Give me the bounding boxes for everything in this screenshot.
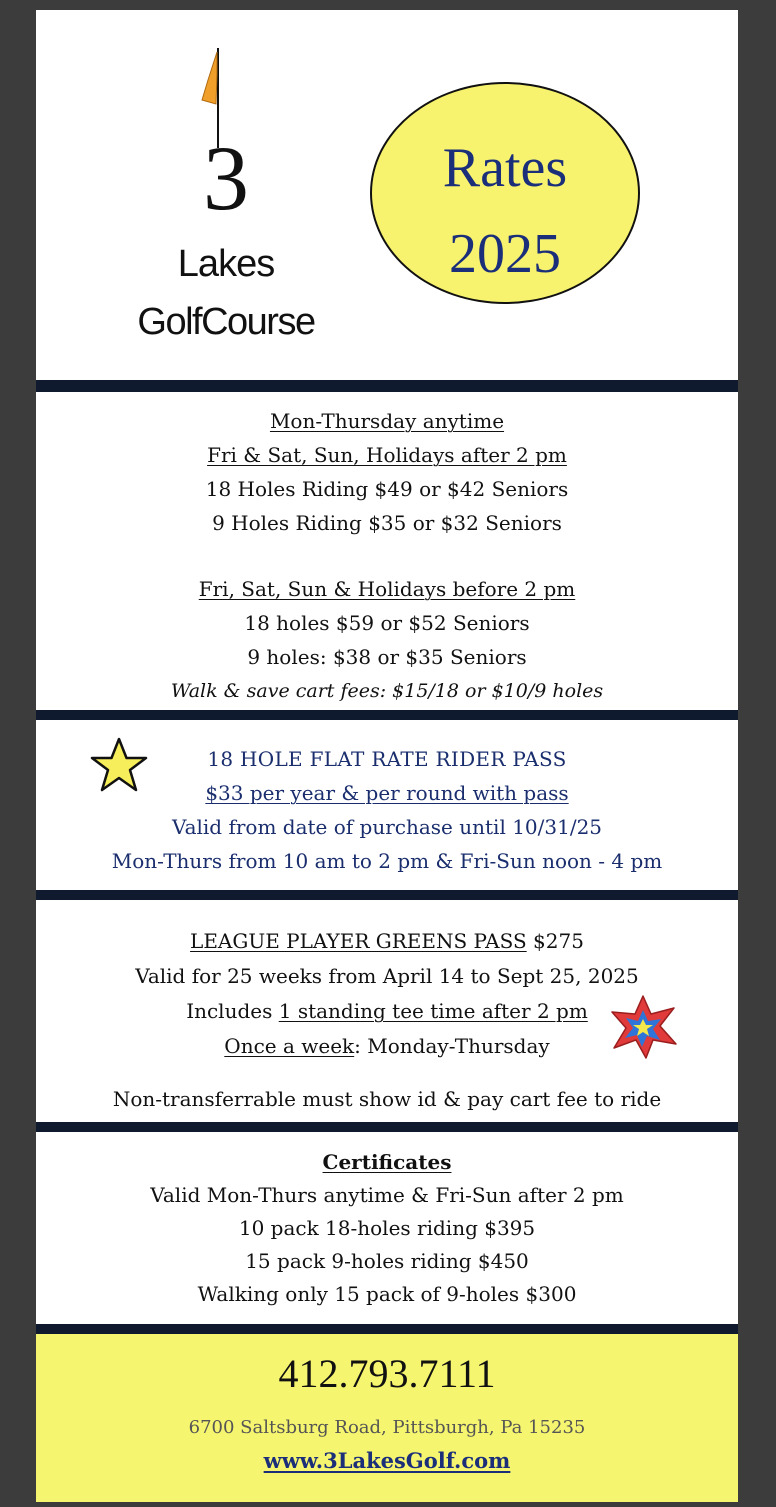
weekend-afternoon-heading: Fri & Sat, Sun, Holidays after 2 pm	[207, 443, 567, 467]
certificates-18-holes: 10 pack 18-holes riding $395	[238, 1216, 536, 1240]
league-pass-price: $275	[533, 929, 584, 953]
logo-golf-course: GolfCourse	[137, 301, 315, 343]
weekend-rates-section	[36, 572, 738, 708]
logo-number: 3	[203, 127, 249, 229]
weekend-18-holes: 18 holes $59 or $52 Seniors	[244, 611, 530, 635]
logo-lakes: Lakes	[177, 243, 275, 285]
weekday-heading: Mon-Thursday anytime	[269, 409, 505, 433]
weekend-morning-heading: Fri, Sat, Sun & Holidays before 2 pm	[198, 577, 576, 601]
rider-pass-times: Mon-Thurs from 10 am to 2 pm & Fri-Sun noon - 4 pm	[111, 849, 663, 873]
weekend-9-holes: 9 holes: $38 or $35 Seniors	[247, 645, 527, 669]
divider-band	[36, 1324, 738, 1334]
rider-pass-section	[36, 742, 738, 878]
divider-band	[36, 890, 738, 900]
weekday-rates-section	[36, 404, 738, 540]
certificates-9-holes: 15 pack 9-holes riding $450	[245, 1249, 529, 1273]
walk-note: Walk & save cart fees: $15/18 or $10/9 holes	[170, 680, 604, 702]
league-pass-terms: Non-transferrable must show id & pay cart fee to ride	[112, 1087, 662, 1111]
rider-pass-title: 18 HOLE FLAT RATE RIDER PASS	[207, 747, 567, 771]
weekday-18-holes: 18 Holes Riding $49 or $42 Seniors	[205, 477, 569, 501]
league-pass-validity: Valid for 25 weeks from April 14 to Sept 25, 2025	[135, 964, 639, 988]
league-pass-title: LEAGUE PLAYER GREENS PASS	[190, 929, 527, 953]
rider-pass-validity: Valid from date of purchase until 10/31/25	[171, 815, 603, 839]
rates-badge-title: Rates	[442, 137, 568, 199]
website-link[interactable]: www.3LakesGolf.com	[263, 1448, 511, 1473]
contact-footer	[36, 1334, 738, 1502]
weekday-9-holes: 9 Holes Riding $35 or $32 Seniors	[212, 511, 562, 535]
certificates-title: Certificates	[322, 1150, 452, 1174]
divider-band	[36, 710, 738, 720]
certificates-validity: Valid Mon-Thurs anytime & Fri-Sun after 2 pm	[150, 1183, 624, 1207]
league-pass-includes: Includes	[186, 999, 279, 1023]
divider-band	[36, 380, 738, 392]
phone-number[interactable]: 412.793.7111	[278, 1351, 496, 1396]
divider-band	[36, 1122, 738, 1132]
rider-pass-price: $33 per year & per round with pass	[205, 781, 569, 805]
street-address: 6700 Saltsburg Road, Pittsburgh, Pa 15235	[188, 1417, 586, 1438]
league-pass-tee-time: 1 standing tee time after 2 pm	[278, 999, 588, 1023]
league-pass-frequency: Once a week	[224, 1034, 355, 1058]
certificates-walking: Walking only 15 pack of 9-holes $300	[197, 1282, 577, 1306]
burst-star-icon	[608, 994, 678, 1060]
league-pass-days: : Monday-Thursday	[354, 1034, 550, 1058]
certificates-section	[36, 1146, 738, 1311]
rate-card	[36, 10, 738, 1502]
league-pass-terms-row	[36, 1082, 738, 1116]
rates-badge-year: 2025	[449, 223, 561, 285]
